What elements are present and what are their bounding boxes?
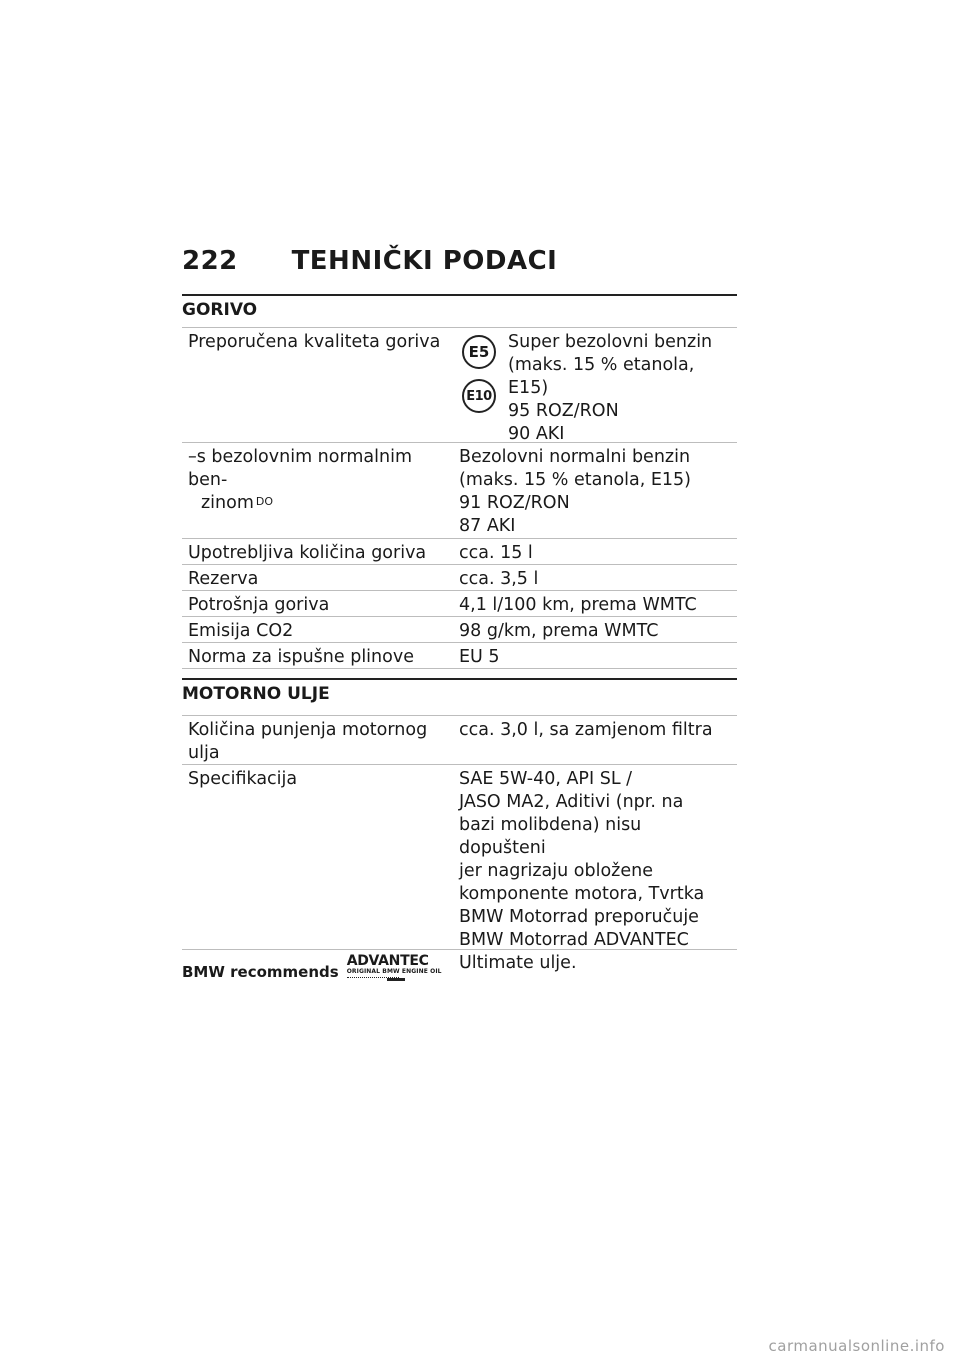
table-row: [182, 643, 737, 669]
table-row: [182, 715, 737, 765]
e10-fuel-icon: E10: [462, 379, 496, 413]
table-row: [182, 591, 737, 617]
row-value: cca. 3,5 l: [459, 569, 539, 589]
value-line: Bezolovni normalni benzin: [459, 447, 691, 467]
label-text: zinom: [201, 493, 254, 513]
logo-rule: [347, 977, 399, 981]
value-line: Super bezolovni benzin: [508, 332, 713, 352]
table-row: [182, 617, 737, 643]
row-value: 98 g/km, prema WMTC: [459, 621, 659, 641]
logo-sub-text: ORIGINAL BMW ENGINE OIL: [346, 968, 442, 975]
row-label: Potrošnja goriva: [188, 595, 330, 615]
row-value: cca. 3,0 l, sa zamjenom filtra: [459, 720, 713, 740]
row-label: Specifikacija: [188, 769, 298, 789]
value-lines: [508, 331, 713, 444]
value-line: JASO MA2, Aditivi (npr. na: [459, 792, 684, 812]
label-superscript: DO: [255, 495, 274, 508]
row-label: Rezerva: [188, 569, 259, 589]
row-label: [182, 443, 452, 538]
recommend-text: BMW recommends: [182, 963, 339, 981]
row-value: EU 5: [459, 647, 500, 667]
value-line: Ultimate ulje.: [459, 953, 577, 973]
value-line: BMW Motorrad preporučuje: [459, 907, 699, 927]
row-label: [182, 716, 452, 764]
value-line: komponente motora, Tvrtka: [459, 884, 705, 904]
oil-section-title: MOTORNO ULJE: [182, 678, 737, 711]
page-number: 222: [182, 246, 238, 276]
table-row: [182, 327, 737, 443]
value-line: 91 ROZ/RON: [459, 493, 570, 513]
label-line: ulja: [188, 743, 220, 763]
row-value: [452, 328, 737, 442]
value-line: SAE 5W-40, API SL /: [459, 769, 633, 789]
label-line: –s bezolovnim normalnim ben-: [188, 447, 413, 490]
page-header: [182, 246, 557, 276]
row-label: Emisija CO2: [188, 621, 294, 641]
chapter-title: TEHNIČKI PODACI: [291, 246, 558, 276]
value-line: bazi molibdena) nisu dopušteni: [459, 815, 642, 858]
value-line: 90 AKI: [508, 424, 565, 444]
table-row: [182, 539, 737, 565]
logo-main-text: ADVANTEC: [346, 953, 429, 969]
value-line: jer nagrizaju obložene: [459, 861, 653, 881]
advantec-logo: [347, 954, 442, 981]
row-label: Norma za ispušne plinove: [188, 647, 414, 667]
value-line: 95 ROZ/RON: [508, 401, 619, 421]
value-line: (maks. 15 % etanola,: [508, 355, 695, 375]
e5-fuel-icon: E5: [462, 335, 496, 369]
row-label: Upotrebljiva količina goriva: [188, 543, 427, 563]
row-value: cca. 15 l: [459, 543, 533, 563]
value-line: BMW Motorrad ADVANTEC: [459, 930, 689, 950]
value-line: 87 AKI: [459, 516, 516, 536]
value-line: (maks. 15 % etanola, E15): [459, 470, 692, 490]
row-value: 4,1 l/100 km, prema WMTC: [459, 595, 697, 615]
row-value: [452, 765, 737, 973]
row-label: Preporučena kvaliteta goriva: [188, 332, 441, 352]
label-line: Količina punjenja motornog: [188, 720, 428, 740]
fuel-icons: [462, 331, 508, 439]
table-row: [182, 565, 737, 591]
table-row: [182, 443, 737, 539]
bmw-recommends-note: [182, 954, 442, 981]
fuel-section: [182, 294, 737, 669]
watermark: carmanualsonline.info: [768, 1337, 945, 1355]
fuel-section-title: GORIVO: [182, 294, 737, 327]
row-value: [452, 443, 737, 538]
label-line: [188, 492, 452, 515]
value-line: E15): [508, 378, 549, 398]
